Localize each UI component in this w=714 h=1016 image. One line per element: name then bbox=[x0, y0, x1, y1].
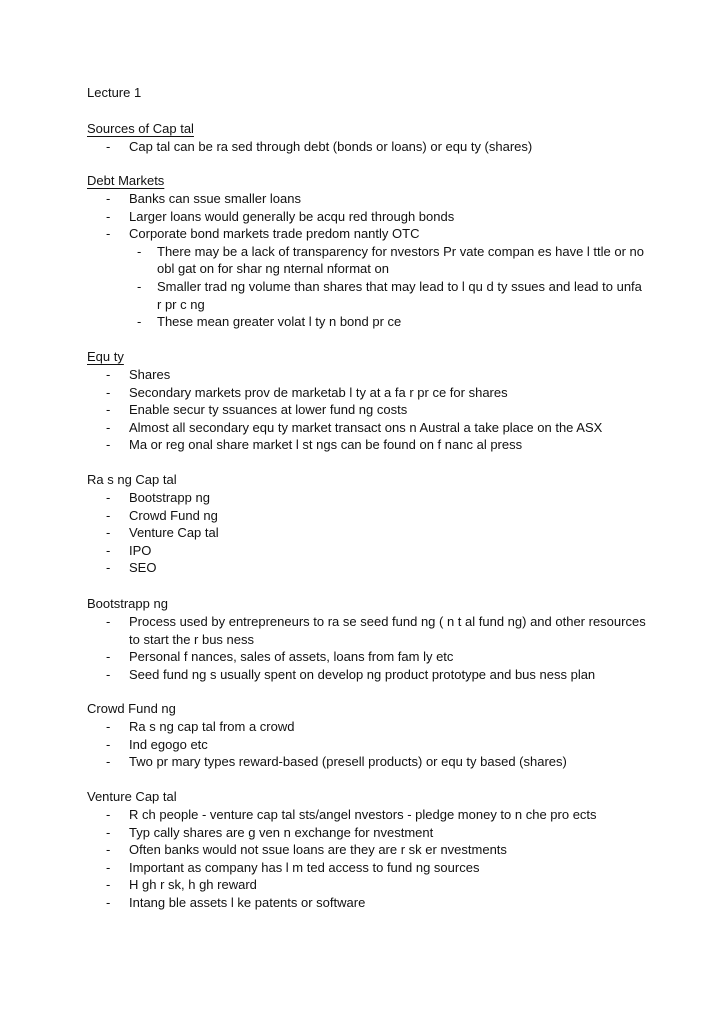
section-equity bbox=[87, 348, 647, 454]
list-item-text: Corporate bond markets trade predom nantly OTC bbox=[129, 226, 420, 242]
list-item: - Ma or reg onal share market l st ngs can be found on f nanc al press bbox=[87, 436, 647, 454]
section-raising-capital bbox=[87, 471, 647, 577]
list-item: - Two pr mary types reward-based (presell products) or equ ty based (shares) bbox=[87, 753, 647, 771]
bullet-list bbox=[87, 613, 647, 683]
bullet-list bbox=[87, 366, 647, 454]
section-sources-of-capital bbox=[87, 120, 647, 156]
bullet-list bbox=[87, 138, 647, 156]
list-item: - Secondary markets prov de marketab l ty at a fa r pr ce for shares bbox=[87, 384, 647, 402]
list-item: - Cap tal can be ra sed through debt (bonds or loans) or equ ty (shares) bbox=[87, 138, 647, 156]
list-item: - R ch people - venture cap tal sts/angel nvestors - pledge money to n che pro ects bbox=[87, 806, 647, 824]
list-item: - Shares bbox=[87, 366, 647, 384]
section-debt-markets bbox=[87, 172, 647, 331]
bullet-list bbox=[87, 718, 647, 771]
sub-list-item: - There may be a lack of transparency for nvestors Pr vate compan es have l ttle or no obl gat on for shar ng nternal nformat on bbox=[123, 243, 647, 278]
list-item: - Banks can ssue smaller loans bbox=[87, 190, 647, 208]
section-bootstrapping bbox=[87, 595, 647, 683]
list-item: - Bootstrapp ng bbox=[87, 489, 647, 507]
list-item: - Often banks would not ssue loans are they are r sk er nvestments bbox=[87, 841, 647, 859]
section-heading: Equ ty bbox=[87, 349, 124, 364]
list-item: - Intang ble assets l ke patents or software bbox=[87, 894, 647, 912]
section-heading: Bootstrapp ng bbox=[87, 596, 168, 611]
list-item: - IPO bbox=[87, 542, 647, 560]
list-item: - Almost all secondary equ ty market transact ons n Austral a take place on the ASX bbox=[87, 419, 647, 437]
list-item: - Larger loans would generally be acqu red through bonds bbox=[87, 208, 647, 226]
list-item: - Process used by entrepreneurs to ra se seed fund ng ( n t al fund ng) and other resources to start the r bus ness bbox=[87, 613, 647, 648]
list-item: - Seed fund ng s usually spent on develop ng product prototype and bus ness plan bbox=[87, 666, 647, 684]
list-item: - Ind egogo etc bbox=[87, 736, 647, 754]
list-item: - Enable secur ty ssuances at lower fund ng costs bbox=[87, 401, 647, 419]
section-venture-capital bbox=[87, 788, 647, 912]
sub-list-item: - Smaller trad ng volume than shares that may lead to l qu d ty ssues and lead to unfa r pr c ng bbox=[123, 278, 647, 313]
section-crowd-funding bbox=[87, 700, 647, 771]
list-item: - Venture Cap tal bbox=[87, 524, 647, 542]
list-item: - SEO bbox=[87, 559, 647, 577]
section-heading: Ra s ng Cap tal bbox=[87, 472, 177, 487]
sub-bullet-list bbox=[123, 243, 647, 331]
section-heading: Crowd Fund ng bbox=[87, 701, 176, 716]
list-item: - H gh r sk, h gh reward bbox=[87, 876, 647, 894]
document-title: Lecture 1 bbox=[87, 85, 142, 100]
section-heading: Debt Markets bbox=[87, 173, 165, 188]
bullet-list bbox=[87, 190, 647, 331]
section-heading: Venture Cap tal bbox=[87, 789, 177, 804]
section-heading: Sources of Cap tal bbox=[87, 121, 194, 136]
list-item: - Personal f nances, sales of assets, loans from fam ly etc bbox=[87, 648, 647, 666]
list-item: - Ra s ng cap tal from a crowd bbox=[87, 718, 647, 736]
bullet-list bbox=[87, 489, 647, 577]
list-item: - Typ cally shares are g ven n exchange for nvestment bbox=[87, 824, 647, 842]
list-item: - Crowd Fund ng bbox=[87, 507, 647, 525]
bullet-list bbox=[87, 806, 647, 912]
list-item bbox=[87, 225, 647, 331]
list-item: - Important as company has l m ted access to fund ng sources bbox=[87, 859, 647, 877]
sub-list-item: - These mean greater volat l ty n bond pr ce bbox=[123, 313, 647, 331]
